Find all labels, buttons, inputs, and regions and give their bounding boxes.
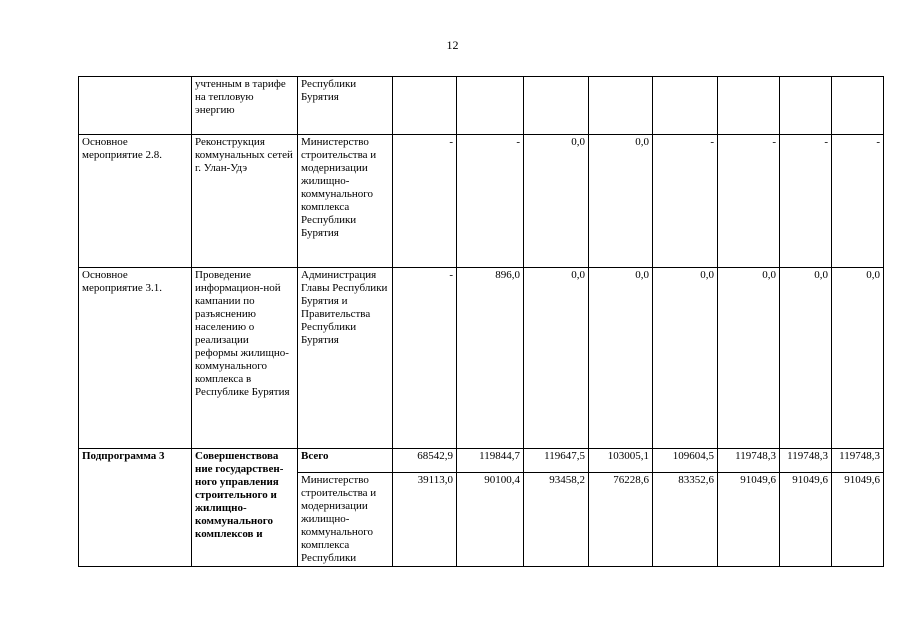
- value-cell: -: [832, 135, 884, 268]
- executor-cell: Республики Бурятия: [298, 77, 393, 135]
- value-cell: -: [393, 135, 457, 268]
- value-cell: 119748,3: [832, 449, 884, 473]
- event-name-cell: [79, 77, 192, 135]
- value-cell: [780, 77, 832, 135]
- value-cell: 896,0: [457, 268, 524, 449]
- table-row: [79, 77, 884, 135]
- value-cell: [457, 77, 524, 135]
- value-cell: 0,0: [524, 135, 589, 268]
- table-row: [79, 449, 884, 473]
- value-cell: 119844,7: [457, 449, 524, 473]
- value-cell: 76228,6: [589, 473, 653, 567]
- executor-total-cell: Всего: [298, 449, 393, 473]
- value-cell: 91049,6: [718, 473, 780, 567]
- value-cell: 91049,6: [780, 473, 832, 567]
- value-cell: 0,0: [780, 268, 832, 449]
- table-row: [79, 268, 884, 449]
- value-cell: 39113,0: [393, 473, 457, 567]
- value-cell: 0,0: [589, 268, 653, 449]
- value-cell: -: [457, 135, 524, 268]
- budget-table: [78, 76, 884, 567]
- executor-cell: Министерство строительства и модернизации жилищно-коммунального комплекса Республики: [298, 473, 393, 567]
- value-cell: -: [653, 135, 718, 268]
- value-cell: [718, 77, 780, 135]
- value-cell: 0,0: [524, 268, 589, 449]
- value-cell: 83352,6: [653, 473, 718, 567]
- event-title-cell: Проведение информацион-ной кампании по разъяснению населению о реализации реформы жилищно-коммунального комплекса в Республике Бурятия: [192, 268, 298, 449]
- subprogram-title-cell: Совершенствова ние государствен-ного управления строительного и жилищно-коммунального комплексов и: [192, 449, 298, 567]
- value-cell: [589, 77, 653, 135]
- value-cell: -: [780, 135, 832, 268]
- event-title-cell: учтенным в тарифе на тепловую энергию: [192, 77, 298, 135]
- value-cell: 0,0: [832, 268, 884, 449]
- value-cell: [524, 77, 589, 135]
- value-cell: -: [718, 135, 780, 268]
- executor-cell: Министерство строительства и модернизации жилищно-коммунального комплекса Республики Бурятия: [298, 135, 393, 268]
- executor-cell: Администрация Главы Республики Бурятия и Правительства Республики Бурятия: [298, 268, 393, 449]
- value-cell: 93458,2: [524, 473, 589, 567]
- subprogram-name-cell: Подпрограмма 3: [79, 449, 192, 567]
- event-title-cell: Реконструкция коммунальных сетей г. Улан-Удэ: [192, 135, 298, 268]
- value-cell: 119647,5: [524, 449, 589, 473]
- value-cell: 103005,1: [589, 449, 653, 473]
- event-name-cell: Основное мероприятие 3.1.: [79, 268, 192, 449]
- value-cell: 68542,9: [393, 449, 457, 473]
- value-cell: 109604,5: [653, 449, 718, 473]
- value-cell: 0,0: [653, 268, 718, 449]
- page-number: 12: [446, 38, 459, 52]
- value-cell: 0,0: [718, 268, 780, 449]
- value-cell: -: [393, 268, 457, 449]
- value-cell: [653, 77, 718, 135]
- value-cell: 119748,3: [780, 449, 832, 473]
- value-cell: 91049,6: [832, 473, 884, 567]
- value-cell: 119748,3: [718, 449, 780, 473]
- value-cell: 90100,4: [457, 473, 524, 567]
- value-cell: 0,0: [589, 135, 653, 268]
- event-name-cell: Основное мероприятие 2.8.: [79, 135, 192, 268]
- table-row: [79, 135, 884, 268]
- value-cell: [393, 77, 457, 135]
- value-cell: [832, 77, 884, 135]
